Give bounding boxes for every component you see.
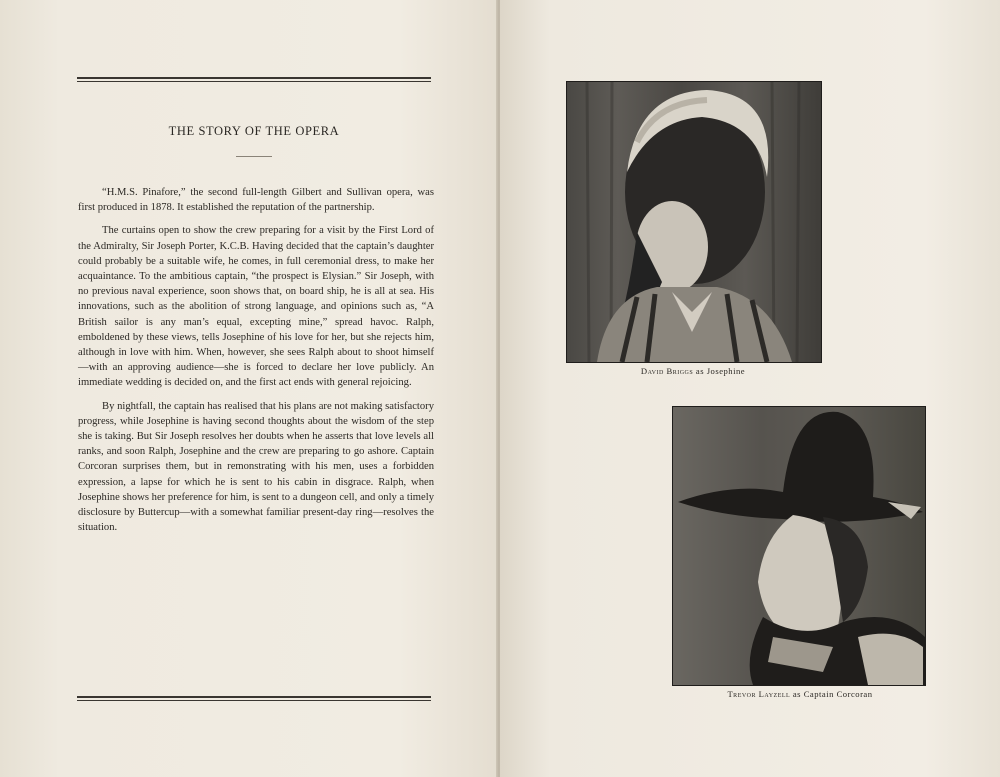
photo-captain-corcoran [672, 406, 926, 686]
story-paragraph: “H.M.S. Pinafore,” the second full-length Gilbert and Sullivan opera, was first produced in 1878. It established the reputation of the partnership. [78, 187, 434, 214]
caption-captain-corcoran [660, 689, 940, 699]
bottom-rule [77, 696, 431, 701]
story-paragraph: The curtains open to show the crew preparing for a visit by the First Lord of the Admiralty, Sir Joseph Porter, K.C.B. Having decided that the captain’s daughter could probably be a suitable wife, he comes, in full ceremonial dress, to make her acquaintance. To the ambitious captain, “the prospect is Elysian.” Sir Joseph, with no previous naval experience, soon shows that, on board ship, he is all at sea. His innovations, such as the abolition of strong language, and opinions such as, “A British sailor is any man’s equal, excepting mine,” spread havoc. Ralph, emboldened by these views, tells Josephine of his love for her, but she rejects him, although in love with him. When, however, she sees Ralph about to shoot himself—with an approving audience—she is forced to declare her love publicly. An immediate wedding is decided on, and the first act ends with general rejoicing. [78, 225, 434, 389]
page-title: THE STORY OF THE OPERA [168, 124, 340, 138]
caption-role: Josephine [706, 366, 746, 376]
left-page [0, 0, 498, 777]
caption-connector: as [695, 366, 705, 376]
caption-actor: David Briggs [640, 366, 694, 376]
caption-role: Captain Corcoran [803, 689, 873, 699]
story-paragraph: By nightfall, the captain has realised that his plans are not making satisfactory progress, while Josephine is having second thoughts about the wisdom of the step she is taking. But Sir Joseph resolves her doubts when he asserts that love levels all ranks, and soon Ralph, Josephine and the crew are preparing to go ashore. Captain Corcoran surprises them, but in remonstrating with his men, uses a forbidden expression, a lapse for which he is sent to his cabin in disgrace. Ralph, when Josephine shows her preference for him, is sent to a dungeon cell, and only a timely disclosure by Buttercup—with a somewhat familiar present-day ring—resolves the situation. [78, 400, 434, 534]
caption-actor: Trevor Layzell [727, 689, 791, 699]
top-rule [77, 77, 431, 82]
story-text [78, 185, 434, 543]
caption-josephine [566, 366, 820, 376]
title-divider [236, 156, 272, 157]
photo-josephine [566, 81, 822, 363]
caption-connector: as [792, 689, 802, 699]
